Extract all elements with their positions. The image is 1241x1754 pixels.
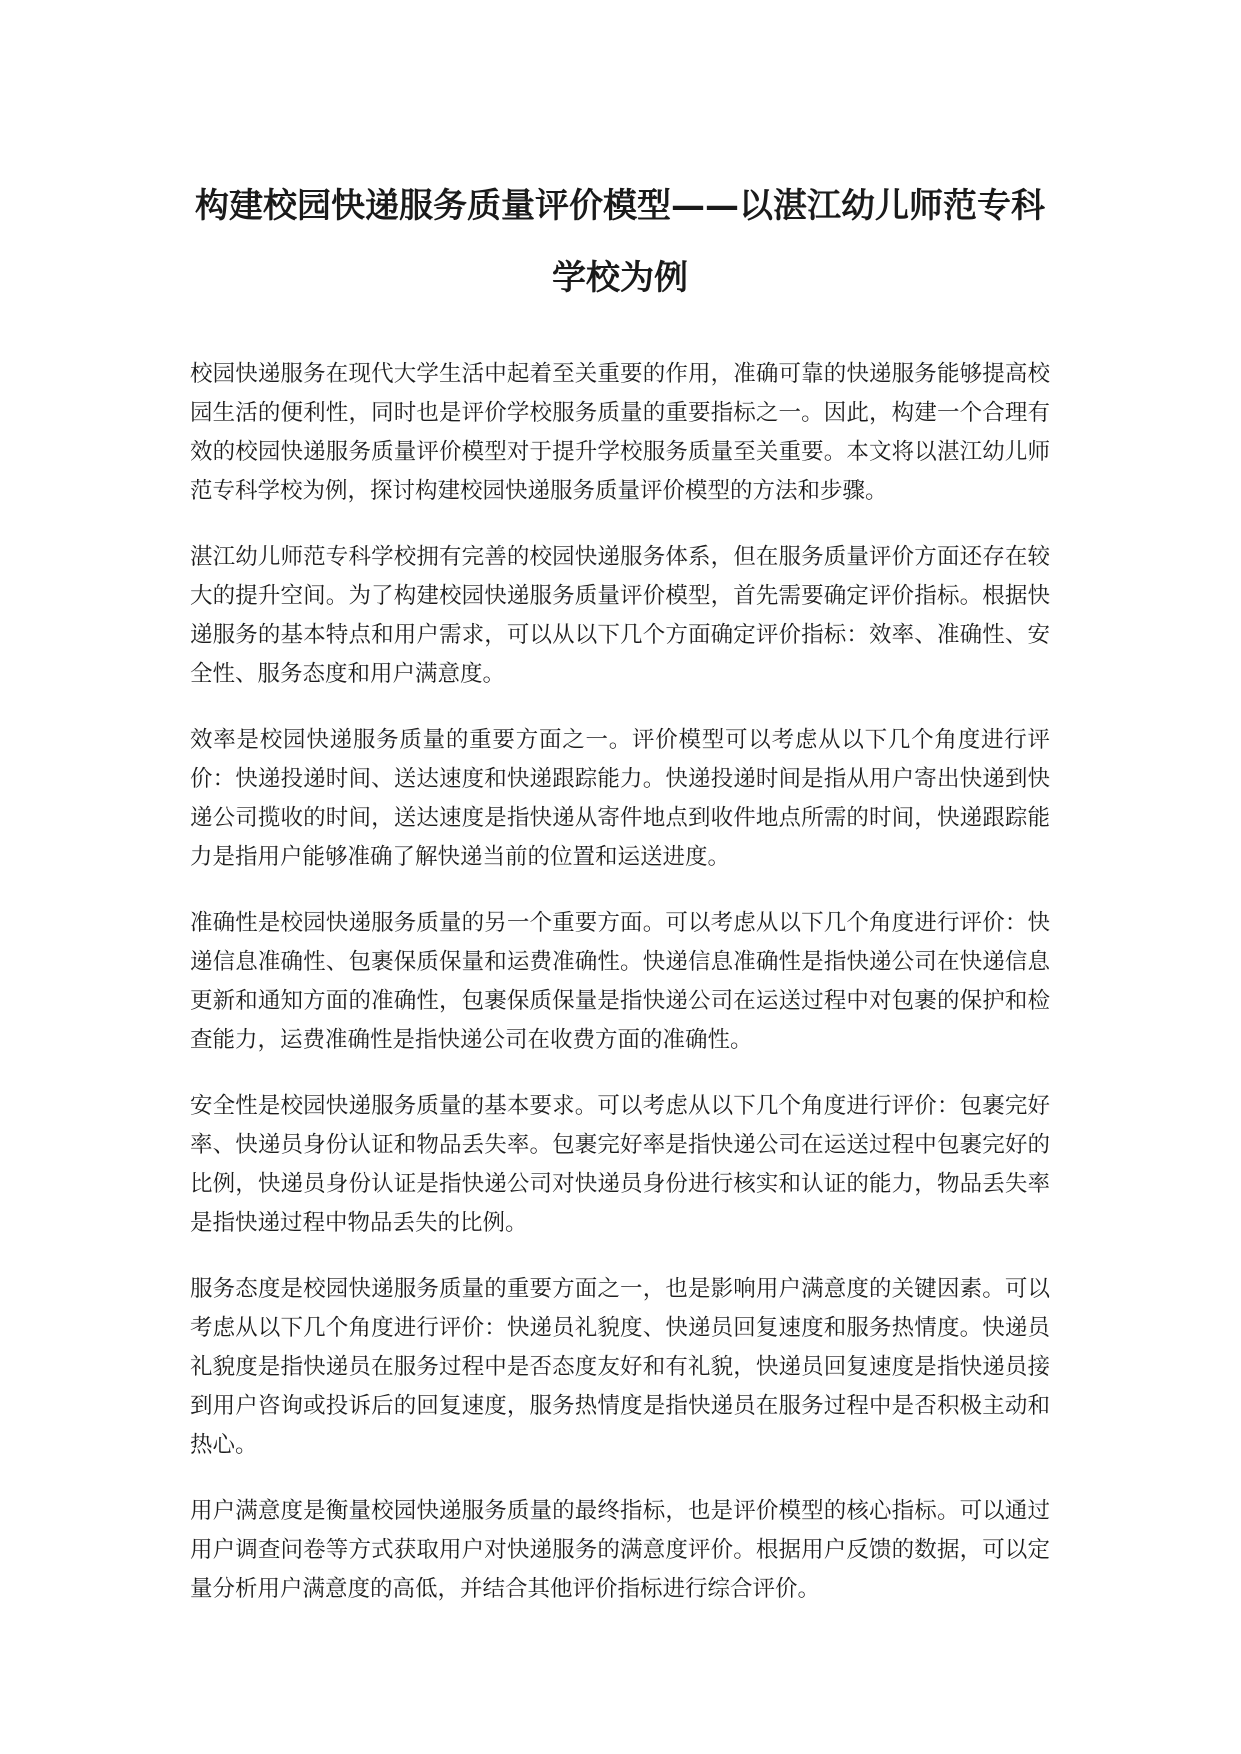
document-body <box>190 355 1050 1636</box>
paragraph-efficiency: 效率是校园快递服务质量的重要方面之一。评价模型可以考虑从以下几个角度进行评价：快递投递时间、送达速度和快递跟踪能力。快递投递时间是指从用户寄出快递到快递公司揽收的时间，送达速度是指快递从寄件地点到收件地点所需的时间，快递跟踪能力是指用户能够准确了解快递当前的位置和运送进度。 <box>190 727 1050 870</box>
paragraph-user-satisfaction: 用户满意度是衡量校园快递服务质量的最终指标，也是评价模型的核心指标。可以通过用户调查问卷等方式获取用户对快递服务的满意度评价。根据用户反馈的数据，可以定量分析用户满意度的高低，并结合其他评价指标进行综合评价。 <box>190 1498 1050 1602</box>
paragraph-safety: 安全性是校园快递服务质量的基本要求。可以考虑从以下几个角度进行评价：包裹完好率、快递员身份认证和物品丢失率。包裹完好率是指快递公司在运送过程中包裹完好的比例，快递员身份认证是指快递公司对快递员身份进行核实和认证的能力，物品丢失率是指快递过程中物品丢失的比例。 <box>190 1093 1050 1236</box>
paragraph-service-attitude: 服务态度是校园快递服务质量的重要方面之一，也是影响用户满意度的关键因素。可以考虑从以下几个角度进行评价：快递员礼貌度、快递员回复速度和服务热情度。快递员礼貌度是指快递员在服务过程中是否态度友好和有礼貌，快递员回复速度是指快递员接到用户咨询或投诉后的回复速度，服务热情度是指快递员在服务过程中是否积极主动和热心。 <box>190 1276 1050 1458</box>
paragraph-indicators: 湛江幼儿师范专科学校拥有完善的校园快递服务体系，但在服务质量评价方面还存在较大的提升空间。为了构建校园快递服务质量评价模型，首先需要确定评价指标。根据快递服务的基本特点和用户需求，可以从以下几个方面确定评价指标：效率、准确性、安全性、服务态度和用户满意度。 <box>190 544 1050 687</box>
paragraph-accuracy: 准确性是校园快递服务质量的另一个重要方面。可以考虑从以下几个角度进行评价：快递信息准确性、包裹保质保量和运费准确性。快递信息准确性是指快递公司在快递信息更新和通知方面的准确性，包裹保质保量是指快递公司在运送过程中对包裹的保护和检查能力，运费准确性是指快递公司在收费方面的准确性。 <box>190 910 1050 1053</box>
paragraph-intro: 校园快递服务在现代大学生活中起着至关重要的作用，准确可靠的快递服务能够提高校园生活的便利性，同时也是评价学校服务质量的重要指标之一。因此，构建一个合理有效的校园快递服务质量评价模型对于提升学校服务质量至关重要。本文将以湛江幼儿师范专科学校为例，探讨构建校园快递服务质量评价模型的方法和步骤。 <box>190 361 1050 504</box>
document-title: 构建校园快递服务质量评价模型——以湛江幼儿师范专科学校为例 <box>195 186 1045 298</box>
